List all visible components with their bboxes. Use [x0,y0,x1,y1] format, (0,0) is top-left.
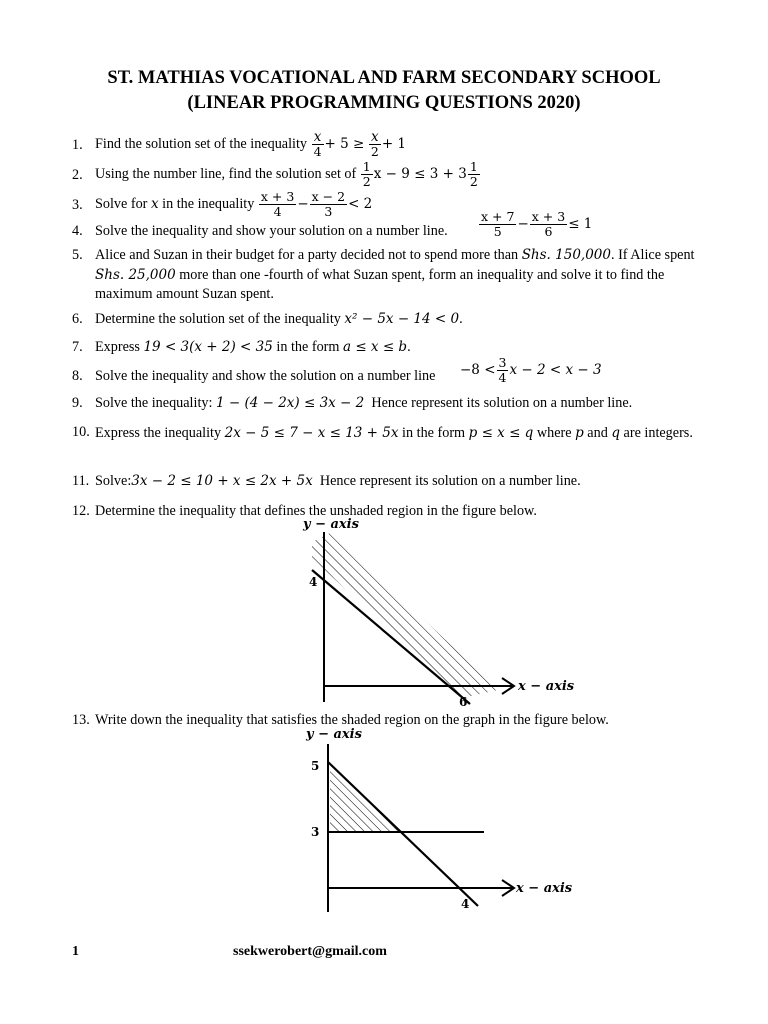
math-expression: x − 2 < x − 3 [509,361,602,378]
question-text: Determine the inequality that defines the unshaded region in the figure below. [95,503,537,519]
amount: Shs. 25,000 [95,266,176,283]
question-number: 13. [72,712,90,728]
punctuation: . [407,339,411,355]
hatched-region [312,532,498,698]
question-text: Express the inequality [95,425,222,441]
figure-unshaded-region [0,512,768,712]
fraction: $\frac{3}{4}$ [498,355,507,385]
y-axis-label: y − axis [306,727,362,742]
y-axis-label: y − axis [303,517,359,532]
question-text: Solve: [95,473,132,489]
math-expression: x² − 5x − 14 < 0 [344,311,460,327]
question-text: Solve the inequality and show the solution on a number line [95,368,436,384]
question-number: 3. [72,197,83,213]
fraction: $\frac{x}{4}$ [313,129,322,159]
question-number: 6. [72,311,83,327]
question-number: 1. [72,137,83,153]
math-expression: p ≤ x ≤ q [468,425,534,441]
math-expression: −8 < [460,361,496,378]
math-expression: + 5 ≥ [324,135,365,152]
question-text: Hence represent its solution on a number line. [371,395,633,411]
x-axis-label: x − axis [518,679,575,694]
y-intercept-label: 4 [309,575,318,589]
line-y-label: 3 [311,825,320,839]
question-text: in the inequality [162,195,255,212]
math-expression: − [297,195,309,212]
question-number: 2. [72,167,83,183]
math-expression: 19 < 3(x + 2) < 35 [143,339,273,355]
math-expression: 3x − 2 ≤ 10 + x ≤ 2x + 5x [131,473,313,489]
question-number: 10. [72,424,90,440]
fraction: $\frac{1}{2}$ [362,159,371,189]
question-text: in the form [402,425,466,441]
question-text: Solve the inequality and show your solution on a number line. [95,223,448,239]
question-number: 9. [72,395,83,411]
question-text: and [587,425,608,441]
math-expression: a ≤ x ≤ b [342,339,408,355]
question-number: 11. [72,473,90,489]
math-expression: x − 9 ≤ 3 + 3 [373,165,467,182]
amount: Shs. 150,000 [521,247,611,263]
fraction: $\frac{x - 2}{3}$ [311,189,346,219]
author-email: ssekwerobert@gmail.com [233,944,387,959]
question-text: Write down the inequality that satisfies the shaded region on the graph in the figure below. [95,712,609,728]
question-number: 4. [72,223,83,239]
question-number: 5. [72,247,83,263]
question-text: Determine the solution set of the inequality [95,311,341,327]
question-text: are integers. [623,425,693,441]
math-expression: + 1 [381,135,407,152]
variable: q [611,425,620,441]
math-expression: < 2 [348,195,373,212]
x-intercept-label: 4 [461,897,470,911]
question-text: Solve for [95,195,148,212]
question-text: Alice and Suzan in their budget for a party decided not to spend more than [95,247,519,263]
punctuation: . [459,311,463,327]
figure-shaded-region [0,722,768,918]
question-number: 7. [72,339,83,355]
fraction: $\frac{x + 3}{4}$ [260,189,295,219]
question-text: Solve the inequality: [95,395,213,411]
question-text: where [536,425,572,441]
question-text: more than one -fourth of what Suzan spent, form an inequality and solve it to find the maximum amount Suzan spent. [95,266,665,302]
question-text: Using the number line, find the solution set of [95,165,357,182]
fraction: $\frac{x + 3}{6}$ [531,209,566,239]
document-subtitle: (LINEAR PROGRAMMING QUESTIONS 2020) [187,93,581,113]
math-expression: 2x − 5 ≤ 7 − x ≤ 13 + 5x [224,425,399,441]
x-axis-label: x − axis [516,881,573,896]
question-text: Hence represent its solution on a number line. [319,473,581,489]
fraction: $\frac{x}{2}$ [370,129,379,159]
math-expression: ≤ 1 [568,215,593,232]
question-text: Find the solution set of the inequality [95,135,308,152]
boundary-line [328,762,478,906]
question-10 [72,423,712,463]
question-text: Express [95,339,140,355]
page-number: 1 [72,944,79,959]
math-expression: − [517,215,529,232]
fraction: $\frac{x + 7}{5}$ [481,209,515,239]
school-title: ST. MATHIAS VOCATIONAL AND FARM SECONDARY SCHOOL [107,68,661,88]
y-intercept-label: 5 [311,759,320,773]
fraction: $\frac{1}{2}$ [469,159,478,189]
question-5 [72,246,712,306]
question-text: . If Alice spent [610,247,695,263]
question-text: in the form [276,339,340,355]
x-intercept-label: 6 [459,695,468,709]
variable: p [575,425,584,441]
math-expression: 1 − (4 − 2x) ≤ 3x − 2 [215,395,365,411]
question-number: 8. [72,368,83,384]
question-number: 12. [72,503,90,519]
variable: x [150,195,159,212]
